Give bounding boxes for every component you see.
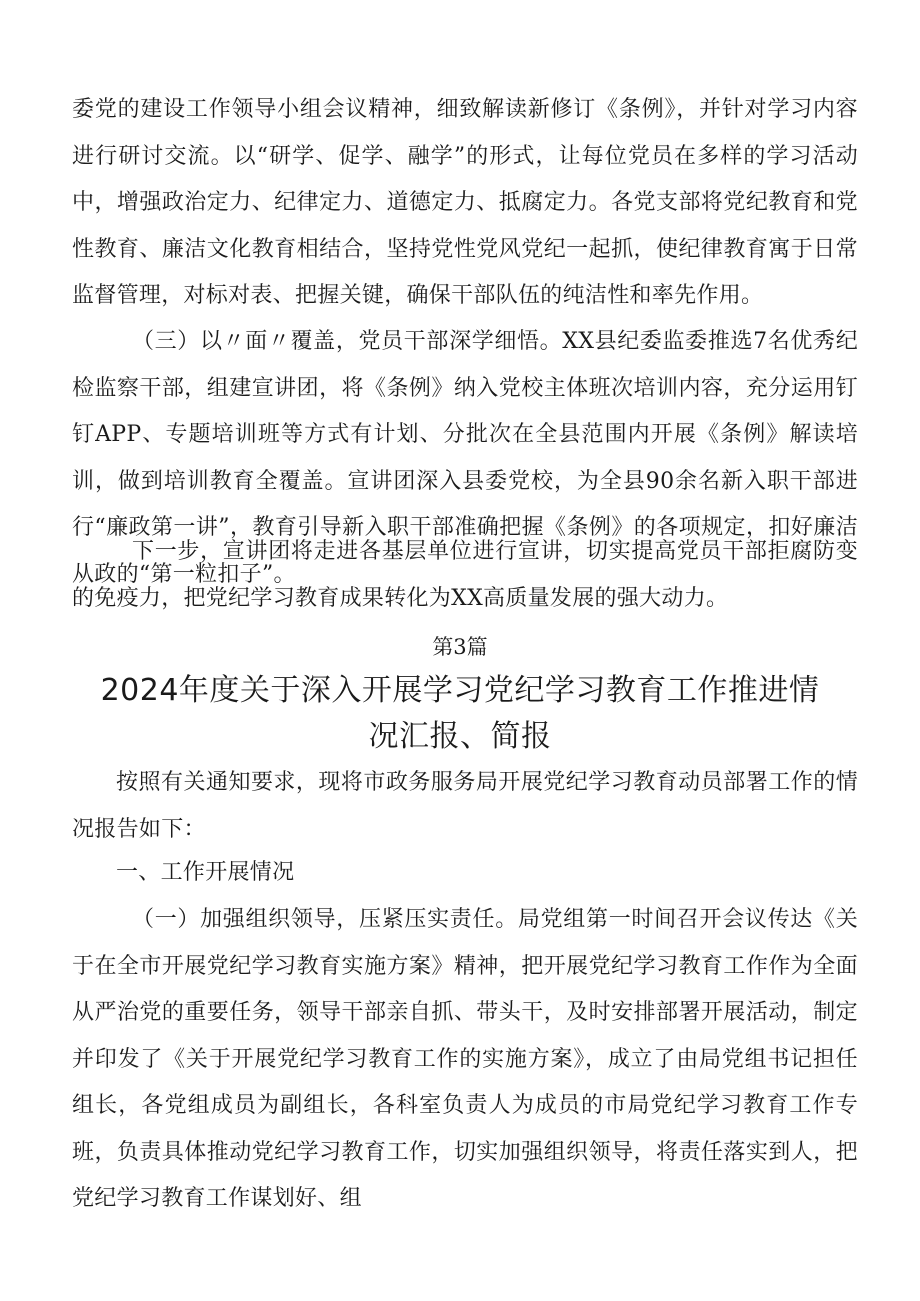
paragraph-next-step: 下一步，宣讲团将走进各基层单位进行宣讲，切实提高党员干部拒腐防变的免疫力，把党纪学习教育成果转化为XX高质量发展的强大动力。 [72, 539, 858, 611]
paragraph-intro: 按照有关通知要求，现将市政务服务局开展党纪学习教育动员部署工作的情况报告如下： [72, 770, 858, 842]
paragraph-party-building: 委党的建设工作领导小组会议精神，细致解读新修订《条例》，并针对学习内容进行研讨交流。以“研学、促学、融学”的形式，让每位党员在多样的学习活动中，增强政治定力、纪律定力、道德定力、抵腐定力。各党支部将党纪教育和党性教育、廉洁文化教育相结合，坚持党性党风党纪一起抓，使纪律教育寓于日常监督管理，对标对表、把握关键，确保干部队伍的纯洁性和率先作用。 [72, 97, 858, 308]
section-number: 第3篇 [432, 635, 488, 659]
document-title: 2024年度关于深入开展学习党纪学习教育工作推进情况汇报、简报 [100, 673, 820, 754]
section-heading-work-status: 一、工作开展情况 [116, 860, 295, 885]
paragraph-section-three: （三）以〃面〃覆盖，党员干部深学细悟。XX县纪委监委推选7名优秀纪检监察干部，组建宣讲团，将《条例》纳入党校主体班次培训内容，充分运用钉钉APP、专题培训班等方式有计划、分批次在全县范围内开展《条例》解读培训，做到培训教育全覆盖。宣讲团深入县委党校，为全县90余名新入职干部进行“廉政第一讲”，教育引导新入职干部准确把握《条例》的各项规定，扣好廉洁从政的“第一粒扣子”。 [72, 329, 858, 587]
paragraph-organization-leadership: （一）加强组织领导，压紧压实责任。局党组第一时间召开会议传达《关于在全市开展党纪学习教育实施方案》精神，把开展党纪学习教育工作作为全面从严治党的重要任务，领导干部亲自抓、带头干，及时安排部署开展活动，制定并印发了《关于开展党纪学习教育工作的实施方案》，成立了由局党组书记担任组长，各党组成员为副组长，各科室负责人为成员的市局党纪学习教育工作专班，负责具体推动党纪学习教育工作，切实加强组织领导，将责任落实到人，把党纪学习教育工作谋划好、组 [72, 907, 858, 1211]
